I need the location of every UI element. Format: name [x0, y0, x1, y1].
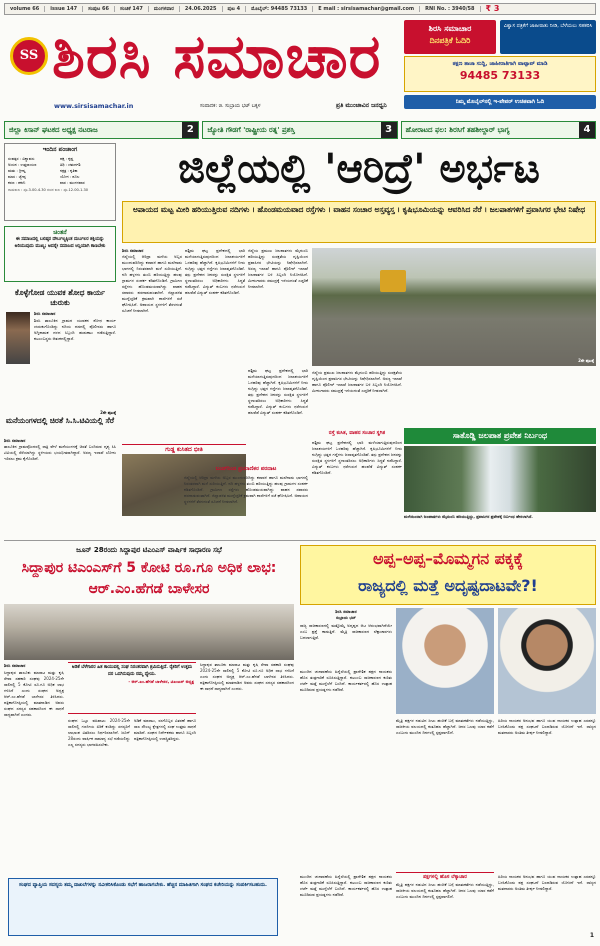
quote-box	[4, 226, 116, 282]
politics-headline-box	[300, 545, 596, 605]
tms-headline: ಸಿದ್ದಾಪುರ ಟಿಎಂಎಸ್‌ಗೆ 5 ಕೋಟಿ ರೂ.ಗೂ ಅಧಿಕ ಲಾಭ: ಆರ್.ಎಂ.ಹೆಗಡೆ ಬಾಳೇಸರ	[21, 560, 277, 597]
website-link[interactable]: www.sirsisamachar.in	[54, 102, 134, 110]
ticker-bar	[4, 121, 596, 139]
tms-credit: ಶಿರಸಿ ಸಮಾಚಾರ	[4, 663, 26, 668]
tagline: ಪ್ರತಿ ಮುಂಜಾವಿನ ಜನಧ್ವನಿ	[336, 102, 387, 109]
box3-title: ರಸ್ತೆ ಕುಸಿತ, ವಾಹನ ಸಂಚಾರ ಸ್ಥಗಿತ	[328, 430, 386, 436]
politics-headline2: ರಾಜ್ಯದಲ್ಲಿ ಮತ್ತೆ ಅದೃಷ್ಟದಾಟವೇ?!	[358, 576, 538, 595]
ticker-text-1: ಜಿಲ್ಲಾ ಕಿಸಾನ್ ಘಟಕದ ಅಧ್ಯಕ್ಷ ನಟರಾಜ	[9, 126, 98, 134]
tms-quote: ಅಡಿಕೆ ಬೆಳೆಗಾರರ ಹಿತ ಕಾಯುವಲ್ಲಿ ಸಂಘ ನಿರಂತರವಾಗಿ ಶ್ರಮಿಸುತ್ತಿದೆ. ರೈತರಿಗೆ ಉತ್ತಮ ದರ ಒದಗಿಸುವುದು ನಮ್ಮ ಧ್ಯೇಯ.	[71, 665, 193, 677]
road-photo	[312, 248, 596, 366]
politics-byline: ಸುಬ್ರಾಯ ಭಟ್	[335, 615, 357, 620]
meta-date: 24.06.2025	[180, 6, 223, 13]
box2-body: ಜಿಲ್ಲೆಯಲ್ಲಿ ಆರಿದ್ರಾ ಮಳೆಯ ಅಬ್ಬರ ಮುಂದುವರಿದಿದ್ದು ಕರಾವಳಿ ಹಾಗೂ ಮಲೆನಾಡು ಭಾಗದಲ್ಲಿ ನಿರಂತರವಾಗಿ ಮಳೆ ಸುರಿಯುತ್ತಿದೆ. ನದಿ ಹಳ್ಳಗಳು ತುಂಬಿ ಹರಿಯುತ್ತಿದ್ದು ಹಲವು ಗ್ರಾಮಗಳ ಸಂಪರ್ಕ ಕಡಿತಗೊಂಡಿದೆ. ಗ್ರಾಮೀಣ ರಸ್ತೆಗಳು ಹೊಂಡಮಯವಾಗಿದ್ದು ವಾಹನ ಸವಾರರು ಪರದಾಡುವಂತಾಗಿದೆ. ಜಿಲ್ಲಾಡಳಿತ ಮುನ್ನೆಚ್ಚರಿಕೆ ಕ್ರಮವಾಗಿ ಶಾಲೆಗಳಿಗೆ ರಜೆ ಘೋಷಿಸಿದೆ. ಅಪಾಯದ ಸ್ಥಳಗಳಿಗೆ ತೆರಳದಂತೆ ಸೂಚನೆ ನೀಡಲಾಗಿದೆ.	[184, 475, 308, 504]
logo-text: SS	[19, 48, 39, 64]
ad-line4: ತಕ್ಷಣ ತಾಜಾ ಸುದ್ದಿ, ಜಾಹೀರಾತಿಗಾಗಿ ವಾಟ್ಸಾಪ್ ಮಾಡಿ	[452, 61, 548, 67]
politics-col4: ಮುಂದಿನ ಚುನಾವಣೆಯ ಹಿನ್ನೆಲೆಯಲ್ಲಿ ಪ್ರಾದೇಶಿಕ ಪಕ್ಷದ ನಾಯಕರು ಹೊಸ ತಂತ್ರಗಾರಿಕೆ ರೂಪಿಸುತ್ತಿದ್ದಾರೆ. ಕುಟುಂಬ ರಾಜಕಾರಣದ ಕುರಿತು ಚರ್ಚೆ ಮತ್ತೆ ಮುನ್ನೆಲೆಗೆ ಬಂದಿದೆ. ಕಾರ್ಯಕರ್ತರಲ್ಲಿ ಹೊಸ ಉತ್ಸಾಹ ಮೂಡಿಸುವ ಪ್ರಯತ್ನಗಳು ನಡೆದಿವೆ.	[300, 874, 392, 897]
tms-kicker: ಜೂನ್ 28ರಂದು ಸಿದ್ದಾಪುರ ಟಿಎಂಎಸ್ ವಾರ್ಷಿಕ ಸಾಧಾರಣ ಸಭೆ	[76, 546, 222, 554]
lead-col3: ಪಶ್ಚಿಮ ಘಟ್ಟ ಪ್ರದೇಶದಲ್ಲಿ ಭಾರಿ ಮಳೆಯಾಗುತ್ತಿರುವುದರಿಂದ ಜಲಾಶಯಗಳಿಗೆ ಒಳಹರಿವು ಹೆಚ್ಚಾಗಿದೆ. ಕೃಷಿಭೂಮಿಗಳಿಗೆ ನೀರು ನುಗ್ಗಿದ್ದು ಭತ್ತದ ಗದ್ದೆಗಳು ಜಲಾವೃತಗೊಂಡಿವೆ. ತಗ್ಗು ಪ್ರದೇಶದ ಜನರನ್ನು ಸುರಕ್ಷಿತ ಸ್ಥಳಗಳಿಗೆ ಸ್ಥಳಾಂತರಿಸಲು ಅಧಿಕಾರಿಗಳು ಸಿದ್ಧತೆ ನಡೆಸಿದ್ದಾರೆ. ವಿದ್ಯುತ್ ಕಂಬಗಳು ಧರೆಗುರುಳಿ ಹಲವೆಡೆ ವಿದ್ಯುತ್ ಸಂಪರ್ಕ ಕಡಿತಗೊಂಡಿದೆ.	[248, 368, 308, 415]
ticker-text-3: ಹೋರಾಟದ ಫಲ: ಶಿರಸಿಗೆ ತಹಶೀಲ್ದಾರ್ ಭಾಗ್ಯ	[405, 126, 510, 134]
box3-body: ಪಶ್ಚಿಮ ಘಟ್ಟ ಪ್ರದೇಶದಲ್ಲಿ ಭಾರಿ ಮಳೆಯಾಗುತ್ತಿರುವುದರಿಂದ ಜಲಾಶಯಗಳಿಗೆ ಒಳಹರಿವು ಹೆಚ್ಚಾಗಿದೆ. ಕೃಷಿಭೂಮಿಗಳಿಗೆ ನೀರು ನುಗ್ಗಿದ್ದು ಭತ್ತದ ಗದ್ದೆಗಳು ಜಲಾವೃತಗೊಂಡಿವೆ. ತಗ್ಗು ಪ್ರದೇಶದ ಜನರನ್ನು ಸುರಕ್ಷಿತ ಸ್ಥಳಗಳಿಗೆ ಸ್ಥಳಾಂತರಿಸಲು ಅಧಿಕಾರಿಗಳು ಸಿದ್ಧತೆ ನಡೆಸಿದ್ದಾರೆ. ವಿದ್ಯುತ್ ಕಂಬಗಳು ಧರೆಗುರುಳಿ ಹಲವೆಡೆ ವಿದ್ಯುತ್ ಸಂಪರ್ಕ ಕಡಿತಗೊಂಡಿದೆ.	[312, 440, 402, 475]
politician-photo-2	[498, 608, 596, 714]
ad-line3: ವಿಶ್ವಾಸ ಪತ್ರಿಕೆಗೆ ಜಾಹೀರಾತು ನೀಡಿ, ಬೆಳೆಯಲು ಸಹಕರಿಸಿ	[500, 20, 596, 54]
politician-photo-1	[396, 608, 494, 714]
tms-photo	[4, 604, 294, 660]
tms-body: ಸಿದ್ದಾಪುರ ತಾಲೂಕು ಮಾರಾಟ ಮತ್ತು ಕೃಷಿ ಸೇವಾ ಸಹಕಾರಿ ಸಂಘವು 2024-25ನೇ ಸಾಲಿನಲ್ಲಿ 5 ಕೋಟಿ ರೂ.ಗೂ ಅಧಿಕ ಲಾಭ ಗಳಿಸಿದೆ ಎಂದು ಸಂಘದ ಅಧ್ಯಕ್ಷ ಆರ್.ಎಂ.ಹೆಗಡೆ ಬಾಳೇಸರ ತಿಳಿಸಿದರು. ಪತ್ರಿಕಾಗೋಷ್ಠಿಯಲ್ಲಿ ಮಾತನಾಡಿದ ಅವರು ಸಂಘದ ಸದಸ್ಯರ ಸಹಕಾರದಿಂದ ಈ ಸಾಧನೆ ಸಾಧ್ಯವಾಗಿದೆ ಎಂದರು.	[4, 670, 64, 717]
box2-title: ಬಂದ್‌ನಿಂದ ಪ್ರಯಾಣಿಕರ ಪರದಾಟ	[215, 466, 277, 472]
left-story1-title: ಕೊಳ್ಳೆಗೋಡ ಯುವಕ ಶೋಧ ಕಾರ್ಯ ಚುರುಕು	[15, 288, 105, 307]
politics-credit: ಶಿರಸಿ ಸಮಾಚಾರ	[335, 609, 357, 614]
tms-quote-box	[68, 662, 196, 714]
politics-col2: ಮೈತ್ರಿ ಪಕ್ಷಗಳ ನಡುವಿನ ಸೀಟು ಹಂಚಿಕೆ ಬಗ್ಗೆ ಮಾತುಕತೆಗಳು ನಡೆಯುತ್ತಿದ್ದು, ರಾಜಕೀಯ ವಲಯದಲ್ಲಿ ಕುತೂಹಲ ಹೆಚ್ಚಾಗಿದೆ. ಜನರ ಒಲವು ಯಾರ ಕಡೆಗೆ ಎಂಬುದು ಮುಂದಿನ ದಿನಗಳಲ್ಲಿ ಸ್ಪಷ್ಟವಾಗಲಿದೆ.	[396, 718, 494, 735]
ad-line5: ನಿಮ್ಮ ಮೊಬೈಲ್‌ನಲ್ಲಿ ಇ-ಪೇಪರ್ ಉಚಿತವಾಗಿ ಓದಿ	[404, 95, 596, 109]
politics-more: ಪಕ್ಷಗಳಲ್ಲಿ ಹೊಸ ಲೆಕ್ಕಾಚಾರ	[396, 872, 494, 881]
panchang-cell: ವಾರ : ಮಂಗಳವಾರ	[60, 180, 85, 186]
tms-col4: ಸಿದ್ದಾಪುರ ತಾಲೂಕು ಮಾರಾಟ ಮತ್ತು ಕೃಷಿ ಸೇವಾ ಸಹಕಾರಿ ಸಂಘವು 2024-25ನೇ ಸಾಲಿನಲ್ಲಿ 5 ಕೋಟಿ ರೂ.ಗೂ ಅಧಿಕ ಲಾಭ ಗಳಿಸಿದೆ ಎಂದು ಸಂಘದ ಅಧ್ಯಕ್ಷ ಆರ್.ಎಂ.ಹೆಗಡೆ ಬಾಳೇಸರ ತಿಳಿಸಿದರು. ಪತ್ರಿಕಾಗೋಷ್ಠಿಯಲ್ಲಿ ಮಾತನಾಡಿದ ಅವರು ಸಂಘದ ಸದಸ್ಯರ ಸಹಕಾರದಿಂದ ಈ ಸಾಧನೆ ಸಾಧ್ಯವಾಗಿದೆ ಎಂದರು.	[200, 662, 294, 691]
waterfall-photo	[404, 446, 596, 512]
panchang-box	[4, 143, 116, 221]
panchang-cell: ಯೋಗ : ಶೂಲ	[60, 174, 80, 180]
panchang-cell: ಸಂವತ್ಸರ : ವಿಶ್ವಾವಸು	[8, 156, 35, 162]
panchang-cell: ಪಕ್ಷ : ಕೃಷ್ಣ	[60, 156, 74, 162]
ad-line2: ದಿನಪತ್ರಿಕೆ ಓದಿರಿ	[429, 36, 471, 45]
meta-pages: ಪುಟ 4	[223, 6, 247, 13]
politics-col6: ಹಿರಿಯ ನಾಯಕರ ಅನುಭವ ಹಾಗೂ ಯುವ ನಾಯಕರ ಉತ್ಸಾಹ ಎರಡನ್ನೂ ಬಳಸಿಕೊಂಡು ಪಕ್ಷ ಸಂಘಟನೆ ಬಲಪಡಿಸುವ ಯೋಜನೆ ಇದೆ. ರಾಜ್ಯದ ಮತದಾರರು ಅಂತಿಮ ತೀರ್ಪು ನೀಡಲಿದ್ದಾರೆ.	[498, 874, 596, 891]
lead-col4: ಜಿಲ್ಲೆಯ ಪ್ರಮುಖ ಜಲಪಾತಗಳು ಮೈದುಂಬಿ ಹರಿಯುತ್ತಿದ್ದು ಸುರಕ್ಷತೆಯ ದೃಷ್ಟಿಯಿಂದ ಪ್ರವಾಸಿಗರ ಭೇಟಿಯನ್ನು ನಿಷೇಧಿಸಲಾಗಿದೆ. ಅರಣ್ಯ ಇಲಾಖೆ ಹಾಗೂ ಪೊಲೀಸ್ ಇಲಾಖೆ ಜಲಪಾತಗಳ ಬಳಿ ಸಿಬ್ಬಂದಿ ನಿಯೋಜಿಸಿದೆ. ಮೀನುಗಾರರು ಸಮುದ್ರಕ್ಕೆ ಇಳಿಯದಂತೆ ಎಚ್ಚರಿಕೆ ನೀಡಲಾಗಿದೆ.	[312, 370, 402, 393]
left-story2-title: ಮನೆಯಂಗಳದಲ್ಲಿ ಚಿರತೆ ಸಿ.ಸಿ.ಟಿವಿಯಲ್ಲಿ ಸೆರೆ	[5, 416, 115, 425]
meta-sanchike: ಸಂಚಿಕೆ 147	[115, 6, 149, 13]
ticker-text-2: ಜ್ಯೋತಿ ಗೌಡಗೆ 'ರಾಷ್ಟ್ರೀಯ ರತ್ನ' ಪ್ರಶಸ್ತಿ	[207, 126, 295, 134]
panchang-rahu: ರಾಹುಕಾಲ : ಪೂ.3.00-4.30 ಗುಳಿಕ ಕಾಲ : ಪೂ.12.00-1.30	[8, 188, 89, 193]
box1-title: ಗುಡ್ಡ ಕುಸಿತದ ಭೀತಿ	[122, 444, 246, 454]
left-story1-more[interactable]: 2ನೇ ಪುಟಕ್ಕೆ	[100, 410, 116, 415]
panchang-cell: ಋತು : ಗ್ರೀಷ್ಮ	[8, 168, 26, 174]
tms-quote-by: - ಆರ್.ಎಂ.ಹೆಗಡೆ ಬಾಳೇಸರ, ಟಿಎಂಎಸ್ ಅಧ್ಯಕ್ಷ	[128, 679, 194, 684]
panchang-title: ಇಂದಿನ ಪಂಚಾಂಗ	[42, 146, 78, 153]
tms-col2: ಸಂಘದ ಒಟ್ಟು ವಹಿವಾಟು 2024-25ನೇ ಸಾಲಿನಲ್ಲಿ ಗಣನೀಯ ಏರಿಕೆ ಕಂಡಿದ್ದು ಸದಸ್ಯರಿಗೆ ಲಾಭಾಂಶ ವಿತರಿಸಲು ನಿರ್ಧರಿಸಲಾಗಿದೆ. ಜೂನ್ 28ರಂದು ವಾರ್ಷಿಕ ಸಾಮಾನ್ಯ ಸಭೆ ನಡೆಯಲಿದ್ದು ಎಲ್ಲ ಸದಸ್ಯರು ಭಾಗವಹಿಸಬೇಕು.	[68, 718, 130, 747]
ticker-item-3[interactable]	[401, 121, 596, 139]
ticker-item-2[interactable]	[202, 121, 397, 139]
ticker-page-3: 4	[579, 122, 595, 138]
meta-price: ₹ 3	[485, 3, 500, 13]
panchang-rows	[8, 156, 112, 186]
section-divider	[4, 540, 596, 541]
ad-line1: ಶಿರಸಿ ಸಮಾಚಾರ	[428, 24, 472, 33]
road-photo-more: 2ನೇ ಪುಟಕ್ಕೆ	[578, 358, 594, 363]
lead-col1: ಜಿಲ್ಲೆಯಲ್ಲಿ ಆರಿದ್ರಾ ಮಳೆಯ ಅಬ್ಬರ ಮುಂದುವರಿದಿದ್ದು ಕರಾವಳಿ ಹಾಗೂ ಮಲೆನಾಡು ಭಾಗದಲ್ಲಿ ನಿರಂತರವಾಗಿ ಮಳೆ ಸುರಿಯುತ್ತಿದೆ. ನದಿ ಹಳ್ಳಗಳು ತುಂಬಿ ಹರಿಯುತ್ತಿದ್ದು ಹಲವು ಗ್ರಾಮಗಳ ಸಂಪರ್ಕ ಕಡಿತಗೊಂಡಿದೆ. ಗ್ರಾಮೀಣ ರಸ್ತೆಗಳು ಹೊಂಡಮಯವಾಗಿದ್ದು ವಾಹನ ಸವಾರರು ಪರದಾಡುವಂತಾಗಿದೆ. ಜಿಲ್ಲಾಡಳಿತ ಮುನ್ನೆಚ್ಚರಿಕೆ ಕ್ರಮವಾಗಿ ಶಾಲೆಗಳಿಗೆ ರಜೆ ಘೋಷಿಸಿದೆ. ಅಪಾಯದ ಸ್ಥಳಗಳಿಗೆ ತೆರಳದಂತೆ ಸೂಚನೆ ನೀಡಲಾಗಿದೆ.	[122, 254, 182, 313]
politics-col3: ಹಿರಿಯ ನಾಯಕರ ಅನುಭವ ಹಾಗೂ ಯುವ ನಾಯಕರ ಉತ್ಸಾಹ ಎರಡನ್ನೂ ಬಳಸಿಕೊಂಡು ಪಕ್ಷ ಸಂಘಟನೆ ಬಲಪಡಿಸುವ ಯೋಜನೆ ಇದೆ. ರಾಜ್ಯದ ಮತದಾರರು ಅಂತಿಮ ತೀರ್ಪು ನೀಡಲಿದ್ದಾರೆ.	[498, 718, 596, 735]
lead-headline: ಜಿಲ್ಲೆಯಲ್ಲಿ 'ಆರಿದ್ರೆ' ಅರ್ಭಟ	[178, 146, 540, 192]
meta-rni: RNI No. : 3940/58	[420, 6, 480, 13]
falls-caption: ಸಾತೊಡ್ಡಿ ಜಲಪಾತ ಪ್ರವೇಶ ನಿರ್ಬಂಧ	[404, 428, 596, 444]
tms-notice: ಸಂಘದ ವ್ಯಾಪ್ತಿಯ ಸದಸ್ಯರು ತಮ್ಮ ದಾಖಲೆಗಳನ್ನು ನವೀಕರಿಸಿಕೊಂಡು ಸಭೆಗೆ ಹಾಜರಾಗಬೇಕು. ಹೆಚ್ಚಿನ ಮಾಹಿತಿಗಾಗಿ ಸಂಘದ ಕಚೇರಿಯನ್ನು ಸಂಪರ್ಕಿಸಬಹುದು.	[8, 878, 278, 936]
left-story2-body: ತಾಲೂಕಿನ ಗ್ರಾಮವೊಂದರಲ್ಲಿ ರಾತ್ರಿ ವೇಳೆ ಮನೆಯಂಗಳಕ್ಕೆ ಚಿರತೆ ಬಂದಿರುವ ದೃಶ್ಯ ಸಿಸಿ ಟಿವಿಯಲ್ಲಿ ಸೆರೆಯಾಗಿದ್ದು ಸ್ಥಳೀಯರು ಭಯಭೀತರಾಗಿದ್ದಾರೆ. ಅರಣ್ಯ ಇಲಾಖೆ ಬೋನು ಇರಿಸಲು ಕ್ರಮ ಕೈಗೊಂಡಿದೆ.	[4, 444, 116, 461]
ticker-page-1: 2	[182, 122, 198, 138]
politics-col1: ಮುಂದಿನ ಚುನಾವಣೆಯ ಹಿನ್ನೆಲೆಯಲ್ಲಿ ಪ್ರಾದೇಶಿಕ ಪಕ್ಷದ ನಾಯಕರು ಹೊಸ ತಂತ್ರಗಾರಿಕೆ ರೂಪಿಸುತ್ತಿದ್ದಾರೆ. ಕುಟುಂಬ ರಾಜಕಾರಣದ ಕುರಿತು ಚರ್ಚೆ ಮತ್ತೆ ಮುನ್ನೆಲೆಗೆ ಬಂದಿದೆ. ಕಾರ್ಯಕರ್ತರಲ್ಲಿ ಹೊಸ ಉತ್ಸಾಹ ಮೂಡಿಸುವ ಪ್ರಯತ್ನಗಳು ನಡೆದಿವೆ.	[300, 669, 392, 692]
meta-sampuata: ಸಂಪುಟ 66	[83, 6, 115, 13]
truck-shape	[380, 270, 406, 292]
lead-credit: ಶಿರಸಿ ಸಮಾಚಾರ	[122, 248, 144, 253]
editor-line: ಸಂಪಾದಕ: ಜಿ. ಸುಬ್ರಾಯ ಭಟ್ ಬಕ್ಕಳ	[200, 103, 261, 109]
meta-email: E mail : sirsisamachar@gmail.com	[313, 6, 420, 13]
panchang-cell: ಅಯನ : ಉತ್ತರಾಯಣ	[8, 162, 37, 168]
ad-promo-red	[404, 20, 496, 54]
ticker-item-1[interactable]	[4, 121, 199, 139]
panchang-cell: ಮಾಸ : ಜ್ಯೇಷ್ಠ	[8, 174, 26, 180]
politics-col5: ಮೈತ್ರಿ ಪಕ್ಷಗಳ ನಡುವಿನ ಸೀಟು ಹಂಚಿಕೆ ಬಗ್ಗೆ ಮಾತುಕತೆಗಳು ನಡೆಯುತ್ತಿದ್ದು, ರಾಜಕೀಯ ವಲಯದಲ್ಲಿ ಕುತೂಹಲ ಹೆಚ್ಚಾಗಿದೆ. ಜನರ ಒಲವು ಯಾರ ಕಡೆಗೆ ಎಂಬುದು ಮುಂದಿನ ದಿನಗಳಲ್ಲಿ ಸ್ಪಷ್ಟವಾಗಲಿದೆ.	[396, 882, 494, 899]
panchang-row	[8, 180, 112, 186]
tms-col3: ಅಡಿಕೆ ಮಾರಾಟ, ರಸಗೊಬ್ಬರ ವಿತರಣೆ ಹಾಗೂ ಸಾಲ ಸೌಲಭ್ಯ ಕ್ಷೇತ್ರಗಳಲ್ಲಿ ಸಂಘ ಉತ್ತಮ ಸಾಧನೆ ಮಾಡಿದೆ. ಸಂಘದ ನಿರ್ದೇಶಕರು ಹಾಗೂ ಸಿಬ್ಬಂದಿ ಪತ್ರಿಕಾಗೋಷ್ಠಿಯಲ್ಲಿ ಉಪಸ್ಥಿತರಿದ್ದರು.	[134, 718, 196, 741]
lead-subhead: ಅಪಾಯದ ಮಟ್ಟ ಮೀರಿ ಹರಿಯುತ್ತಿರುವ ನದಿಗಳು । ಹೊಂಡಮಯವಾದ ರಸ್ತೆಗಳು । ವಾಹನ ಸಂಚಾರ ಅಸ್ತವ್ಯಸ್ತ । ಕೃಷಿಭೂಮಿಯನ್ನು ಆವರಿಸಿದ ನೆರೆ । ಜಲಪಾತಗಳಿಗೆ ಪ್ರವಾಸಿಗರ ಭೇಟಿ ನಿಷೇಧ	[122, 201, 596, 243]
falls-photo-caption: ಮಳೆಯಿಂದಾಗಿ ಜಲಪಾತಗಳು ಮೈದುಂಬಿ ಹರಿಯುತ್ತಿದ್ದು, ಪ್ರವಾಸಿಗರ ಪ್ರವೇಶಕ್ಕೆ ನಿರ್ಬಂಧ ಹೇರಲಾಗಿದೆ.	[404, 514, 533, 519]
masthead-ad	[404, 20, 596, 112]
left-story1-credit: ಶಿರಸಿ ಸಮಾಚಾರ	[34, 311, 56, 316]
quote-text: ಈ ಸಮಾಜದಲ್ಲಿ ಬಲಿಷ್ಠರ ದೌರ್ಬಲ್ಯಕ್ಕಿಂತ ದುರ್ಬಲರ ಶಕ್ತಿಯನ್ನು ಅರಿಯುವುದು ಮುಖ್ಯ; ಅದನ್ನೇ ಸಮಾಜದ ಆಸ್ತಿಯಾಗಿ ಕಾಣಬೇಕು	[14, 237, 106, 249]
left-story2-credit: ಶಿರಸಿ ಸಮಾಚಾರ	[4, 438, 26, 443]
lead-col2: ಜಿಲ್ಲೆಯ ಪ್ರಮುಖ ಜಲಪಾತಗಳು ಮೈದುಂಬಿ ಹರಿಯುತ್ತಿದ್ದು ಸುರಕ್ಷತೆಯ ದೃಷ್ಟಿಯಿಂದ ಪ್ರವಾಸಿಗರ ಭೇಟಿಯನ್ನು ನಿಷೇಧಿಸಲಾಗಿದೆ. ಅರಣ್ಯ ಇಲಾಖೆ ಹಾಗೂ ಪೊಲೀಸ್ ಇಲಾಖೆ ಜಲಪಾತಗಳ ಬಳಿ ಸಿಬ್ಬಂದಿ ನಿಯೋಜಿಸಿದೆ. ಮೀನುಗಾರರು ಸಮುದ್ರಕ್ಕೆ ಇಳಿಯದಂತೆ ಎಚ್ಚರಿಕೆ ನೀಡಲಾಗಿದೆ.	[248, 248, 308, 289]
lead-col1b: ಪಶ್ಚಿಮ ಘಟ್ಟ ಪ್ರದೇಶದಲ್ಲಿ ಭಾರಿ ಮಳೆಯಾಗುತ್ತಿರುವುದರಿಂದ ಜಲಾಶಯಗಳಿಗೆ ಒಳಹರಿವು ಹೆಚ್ಚಾಗಿದೆ. ಕೃಷಿಭೂಮಿಗಳಿಗೆ ನೀರು ನುಗ್ಗಿದ್ದು ಭತ್ತದ ಗದ್ದೆಗಳು ಜಲಾವೃತಗೊಂಡಿವೆ. ತಗ್ಗು ಪ್ರದೇಶದ ಜನರನ್ನು ಸುರಕ್ಷಿತ ಸ್ಥಳಗಳಿಗೆ ಸ್ಥಳಾಂತರಿಸಲು ಅಧಿಕಾರಿಗಳು ಸಿದ್ಧತೆ ನಡೆಸಿದ್ದಾರೆ. ವಿದ್ಯುತ್ ಕಂಬಗಳು ಧರೆಗುರುಳಿ ಹಲವೆಡೆ ವಿದ್ಯುತ್ ಸಂಪರ್ಕ ಕಡಿತಗೊಂಡಿದೆ.	[185, 248, 245, 295]
panchang-cell: ತಿಥಿ : ಚತುರ್ದಶಿ	[60, 162, 81, 168]
page-number: 1	[589, 932, 594, 939]
politics-headline1: ಅಪ್ಪ–ಅಪ್ಪ–ಮೊಮ್ಮಗನ ಪಕ್ಕಕ್ಕೆ	[372, 549, 524, 568]
meta-phone: ಮೊಬೈಲ್: 94485 73133	[246, 6, 313, 13]
ad-whatsapp-box	[404, 56, 596, 92]
ad-phone: 94485 73133	[459, 69, 541, 82]
meta-volume: volume 66	[5, 6, 45, 13]
politics-intro: ರಾಜ್ಯ ರಾಜಕಾರಣದಲ್ಲಿ ಮತ್ತೊಮ್ಮೆ ಅದೃಷ್ಟದ ಆಟ ಆರಂಭವಾಗಿದೆಯೇ ಎಂಬ ಪ್ರಶ್ನೆ ಕಾಡುತ್ತಿದೆ. ಮೈತ್ರಿ ರಾಜಕಾರಣದ ಲೆಕ್ಕಾಚಾರಗಳು ಬದಲಾಗುತ್ತಿವೆ.	[300, 623, 392, 640]
ticker-page-2: 3	[381, 122, 397, 138]
left-story1-body: ಶಿರಸಿ ತಾಲೂಕಿನ ಗ್ರಾಮದ ಯುವಕನ ಶೋಧ ಕಾರ್ಯ ಚುರುಕುಗೊಂಡಿದ್ದು ನದಿಯ ದಡದಲ್ಲಿ ಪೊಲೀಸರು ಹಾಗೂ ಅಗ್ನಿಶಾಮಕ ದಳದ ಸಿಬ್ಬಂದಿ ಹುಡುಕಾಟ ನಡೆಸುತ್ತಿದ್ದಾರೆ. ಕುಟುಂಬಸ್ಥರು ಆತಂಕದಲ್ಲಿದ್ದಾರೆ.	[34, 318, 116, 341]
youth-photo	[6, 312, 30, 364]
meta-day: ಮಂಗಳವಾರ	[149, 6, 180, 13]
panchang-cell: ನಕ್ಷತ್ರ : ಕೃತಿಕಾ	[60, 168, 78, 174]
quote-title: ಚಿಂತನೆ	[53, 229, 67, 236]
masthead-title: ಶಿರಸಿ ಸಮಾಚಾರ	[52, 22, 382, 92]
meta-issue: issue 147	[45, 6, 83, 13]
logo	[10, 37, 48, 75]
panchang-cell: ಕರಣ : ಶಕುನಿ	[8, 180, 26, 186]
